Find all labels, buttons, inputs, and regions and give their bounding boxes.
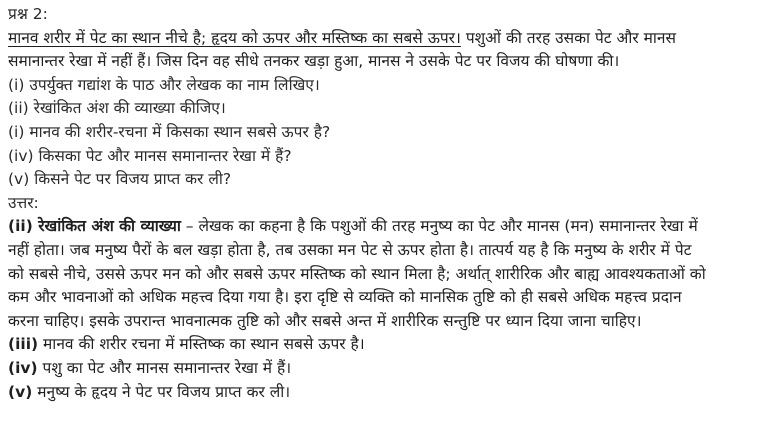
answer-heading: उत्तर: <box>8 193 39 212</box>
subquestion-5: (v) किसने पेट पर विजय प्राप्त कर ली? <box>8 170 232 189</box>
explanation-line-1-rest: – लेखक का कहना है कि पशुओं की तरह मनुष्य का पेट और मानस (मन) समानान्तर रेखा में <box>180 217 698 236</box>
subquestion-4: (iv) किसका पेट और मानस समानान्तर रेखा में हैं? <box>8 146 292 165</box>
answer-item-iv-text: पशु का पेट और मानस समानान्तर रेखा में हैं। <box>37 358 292 377</box>
answer-item-v <box>8 381 756 405</box>
explanation-line-1 <box>8 215 756 239</box>
answer-item-v-label: (v) <box>8 382 33 401</box>
underlined-passage: मानव शरीर में पेट का स्थान नीचे है; हृदय को ऊपर और मस्तिष्क का सबसे ऊपर। <box>8 28 461 47</box>
explanation-label: (ii) रेखांकित अंश की व्याख्या <box>8 217 181 236</box>
answer-item-iv-label: (iv) <box>8 358 38 377</box>
answer-item-iv <box>8 357 756 381</box>
answer-item-v-text: मनुष्य के हृदय ने पेट पर विजय प्राप्त कर ली। <box>32 382 291 401</box>
subquestion-3: (i) मानव की शरीर-रचना में किसका स्थान सबसे ऊपर है? <box>8 122 331 141</box>
answer-item-iii <box>8 333 756 357</box>
passage-line-1-rest: पशुओं की तरह उसका पेट और मानस <box>460 28 676 47</box>
passage-line-2: समानान्तर रेखा में नहीं हैं। जिस दिन वह सीधे तनकर खड़ा हुआ, मानस ने उसके पेट पर विजय की घोषणा की। <box>8 52 620 71</box>
explanation-line-5: करना चाहिए। इसके उपरान्त भावनात्मक तुष्टि को और सबसे अन्त में शारीरिक सन्तुष्टि पर ध्यान दिया जाना चाहिए। <box>8 311 642 330</box>
subquestion-1: (i) उपर्युक्त गद्यांश के पाठ और लेखक का नाम लिखिए। <box>8 75 320 94</box>
passage-line-1 <box>8 27 756 51</box>
subquestion-2: (ii) रेखांकित अंश की व्याख्या कीजिए। <box>8 99 226 118</box>
answer-item-iii-text: मानव की शरीर रचना में मस्तिष्क का स्थान सबसे ऊपर है। <box>38 335 365 354</box>
explanation-line-3: को सबसे नीचे, उससे ऊपर मन को और सबसे ऊपर मस्तिष्क को स्थान मिला है; अर्थात् शारीरिक और बाह्य आवश्यकताओं को <box>8 264 706 283</box>
question-heading: प्रश्न 2: <box>8 5 48 23</box>
explanation-line-2: नहीं होता। जब मनुष्य पैरों के बल खड़ा होता है, तब उसका मन पेट से ऊपर होता है। तात्पर्य यह है कि मनुष्य के शरीर में पेट <box>8 240 692 259</box>
explanation-line-4: कम और भावनाओं को अधिक महत्त्व दिया गया है। इरा दृष्टि से व्यक्ति को मानसिक तुष्टि को ही सबसे अधिक महत्त्व प्रदान <box>8 288 682 307</box>
answer-item-iii-label: (iii) <box>8 335 39 354</box>
